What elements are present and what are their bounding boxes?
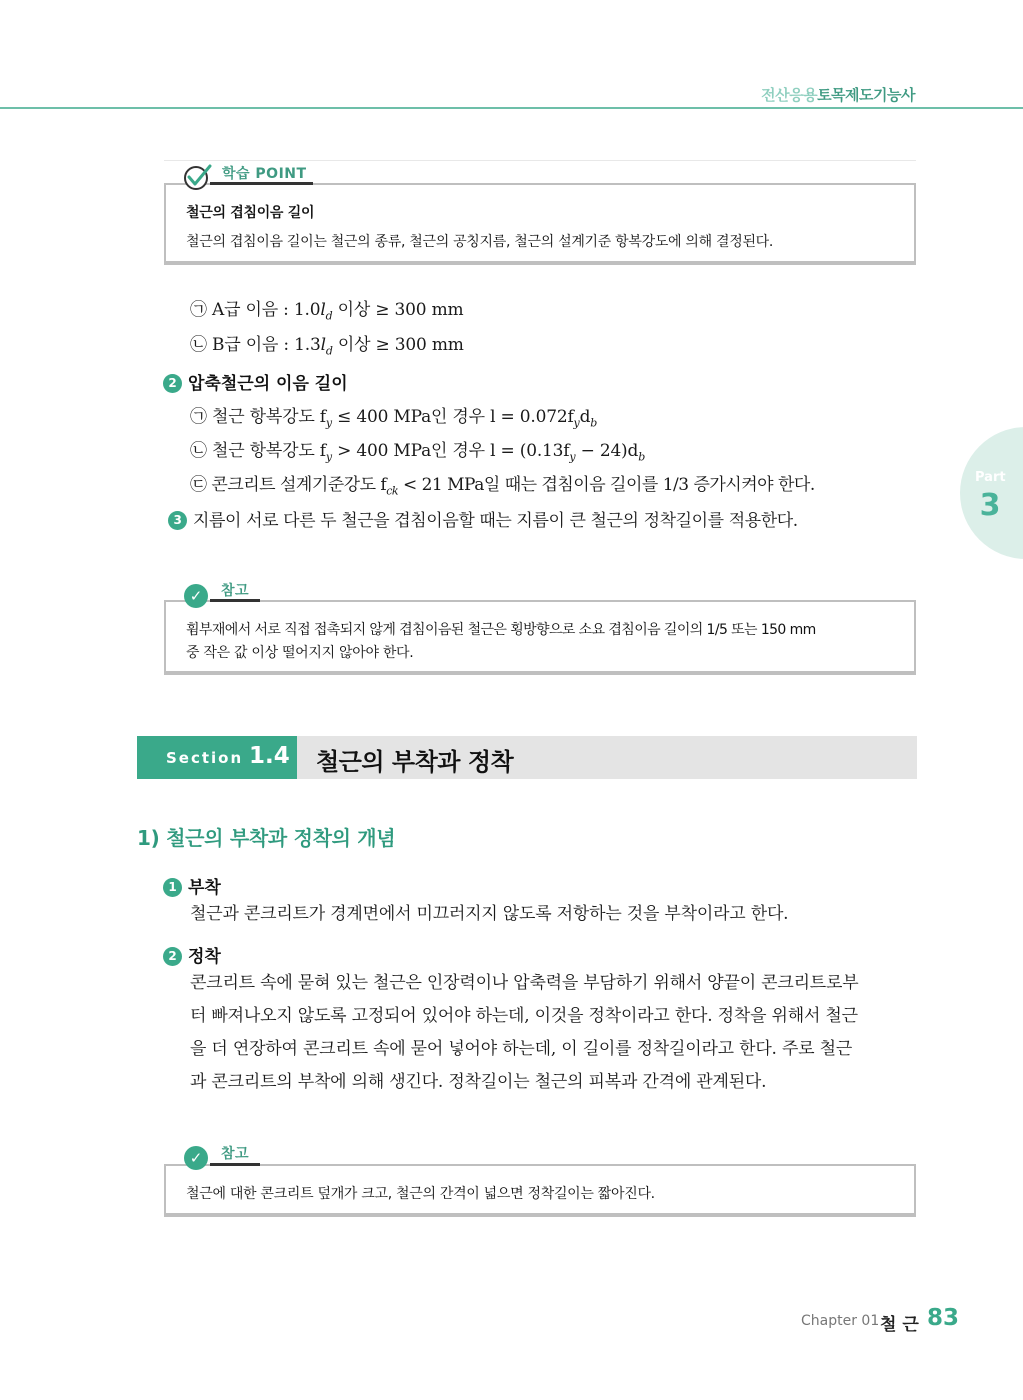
lap-item-a-var: l (320, 300, 326, 320)
anchorage-line-4: 과 콘크리트의 부착에 의해 생긴다. 정착길이는 철근의 피복과 간격에 관계된다. (190, 1072, 767, 1092)
anchorage-paragraph (190, 967, 916, 1099)
book-title-dark: 토목제도기능사 (817, 86, 915, 104)
check-icon (183, 163, 213, 191)
compression-item-b-sub: y (325, 450, 332, 464)
page-number: 83 (927, 1305, 960, 1331)
section-number: 1.4 (249, 743, 290, 769)
part-number: 3 (979, 488, 1001, 523)
header-rule (0, 107, 1023, 109)
note-2-tab-label: 참고 (221, 1146, 250, 1162)
note-icon: ✓ (184, 1146, 208, 1170)
compression-item-b-mark: ㉡ (190, 441, 207, 461)
anchorage-line-1: 콘크리트 속에 묻혀 있는 철근은 인장력이나 압축력을 부담하기 위해서 양끝이 콘크리트로부 (190, 973, 859, 993)
compression-item-b-text: 철근 항복강도 f (212, 441, 326, 461)
lap-item-a-sub: d (325, 309, 333, 323)
lap-item-b-mark: ㉡ (190, 335, 207, 355)
lap-item-b-text: B급 이음 : 1.3 (212, 335, 321, 355)
part-label: Part (975, 470, 1006, 485)
compression-item-a (190, 402, 597, 429)
section-word: Section (166, 749, 244, 767)
footer-chapter: Chapter 01 (801, 1313, 880, 1329)
compression-item-c (190, 470, 815, 497)
lap-item-b-sub: d (325, 344, 333, 358)
section-title: 철근의 부착과 정착 (316, 748, 514, 776)
book-title-light: 전산응용 (761, 86, 818, 104)
compression-item-b-rest: > 400 MPa인 경우 l = (0.13f (331, 441, 570, 461)
compression-item-a-sub2: y (573, 416, 580, 430)
footer-title: 철 근 (880, 1315, 919, 1335)
note-1-tab-label: 참고 (221, 583, 250, 599)
compression-item-c-text: 콘크리트 설계기준강도 f (211, 475, 387, 495)
compression-item-b (190, 436, 645, 463)
compression-item-a-text: 철근 항복강도 f (212, 407, 326, 427)
lap-item-b-rest: 이상 ≥ 300 mm (332, 335, 464, 355)
compression-item-a-sub3: b (590, 416, 598, 430)
note-1-line-2: 중 작은 값 이상 떨어지지 않아야 한다. (186, 645, 414, 661)
compression-item-c-rest: < 21 MPa일 때는 겹침이음 길이를 1/3 증가시켜야 한다. (398, 475, 815, 495)
note-2-tab-underline (210, 1163, 260, 1166)
compression-item-b-rest2: − 24)d (575, 441, 639, 461)
compression-item-c-sub: ck (386, 484, 399, 498)
point-tab-label: 학습 POINT (222, 166, 307, 182)
point-title: 철근의 겹침이음 길이 (186, 205, 315, 221)
compression-number: 2 (163, 374, 182, 393)
study-point-box (164, 183, 916, 265)
compression-item-b-sub3: b (638, 450, 646, 464)
note-1-line-1: 휨부재에서 서로 직접 접촉되지 않게 겹침이음된 철근은 횡방향으로 소요 겹침이음 길이의 1/5 또는 150 mm (186, 622, 816, 638)
compression-heading-text: 압축철근의 이음 길이 (188, 374, 348, 394)
compression-item-a-sub: y (325, 416, 332, 430)
compression-item-a-rest2: d (579, 407, 591, 427)
point-top-rule (164, 160, 916, 161)
lap-item-b-var: l (320, 335, 326, 355)
anchorage-line-3: 을 더 연장하여 콘크리트 속에 묻어 넣어야 하는데, 이 길이를 정착길이라고 한다. 주로 철근 (190, 1039, 853, 1059)
note-2-text: 철근에 대한 콘크리트 덮개가 크고, 철근의 간격이 넓으면 정착길이는 짧아진다. (186, 1186, 655, 1202)
lap-item-a-text: A급 이음 : 1.0 (212, 300, 321, 320)
compression-heading (163, 369, 348, 394)
item-3-number: 3 (168, 511, 187, 530)
running-header (761, 84, 915, 105)
lap-item-a-mark: ㉠ (190, 300, 207, 320)
bond-heading-text: 부착 (188, 878, 221, 898)
bond-text: 철근과 콘크리트가 경계면에서 미끄러지지 않도록 저항하는 것을 부착이라고 한다. (190, 904, 789, 924)
point-text: 철근의 겹침이음 길이는 철근의 종류, 철근의 공칭지름, 철근의 설계기준 항복강도에 의해 결정된다. (186, 234, 774, 250)
bond-heading (163, 873, 221, 898)
lap-item-a-rest: 이상 ≥ 300 mm (332, 300, 464, 320)
item-3-text: 지름이 서로 다른 두 철근을 겹침이음할 때는 지름이 큰 철근의 정착길이를 적용한다. (193, 511, 798, 531)
compression-item-b-sub2: y (569, 450, 576, 464)
anchorage-number: 2 (163, 947, 182, 966)
section-label (137, 736, 297, 779)
compression-item-a-rest: ≤ 400 MPa인 경우 l = 0.072f (331, 407, 574, 427)
note-icon: ✓ (184, 584, 208, 608)
compression-item-c-mark: ㉢ (190, 475, 207, 495)
lap-item-a (190, 295, 463, 322)
item-3 (168, 506, 798, 531)
lap-item-b (190, 330, 464, 357)
bond-number: 1 (163, 878, 182, 897)
anchorage-heading-text: 정착 (188, 947, 221, 967)
subsection-title: 1) 철근의 부착과 정착의 개념 (137, 826, 396, 850)
anchorage-heading (163, 942, 221, 967)
compression-item-a-mark: ㉠ (190, 407, 207, 427)
anchorage-line-2: 터 빠져나오지 않도록 고정되어 있어야 하는데, 이것을 정착이라고 한다. 정착을 위해서 철근 (190, 1006, 858, 1026)
